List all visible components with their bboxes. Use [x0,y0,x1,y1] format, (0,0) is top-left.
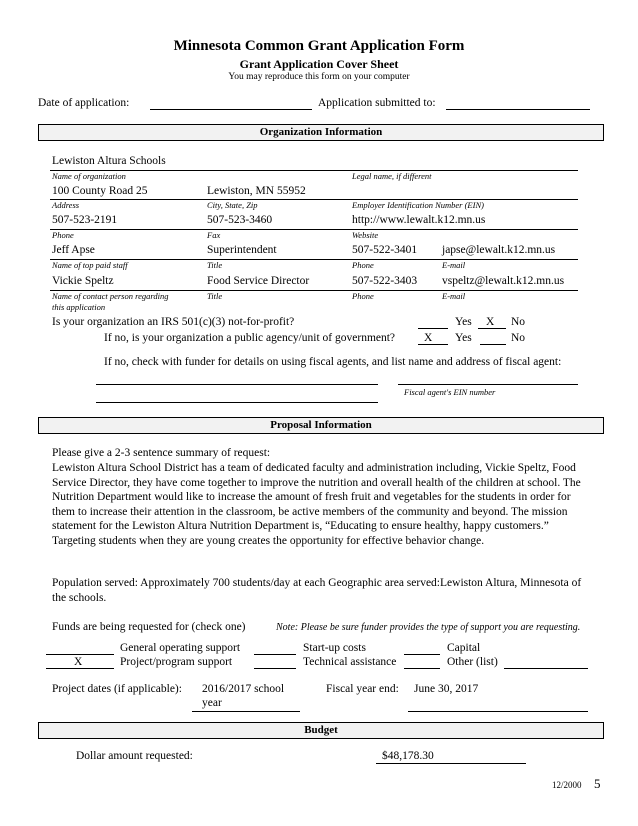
yes-label: Yes [455,332,472,344]
opt-other: Other (list) [447,656,498,668]
label-contact: Name of contact person regarding [52,291,169,301]
question-501c3: Is your organization an IRS 501(c)(3) not-for-profit? [52,316,295,328]
fiscal-year-label: Fiscal year end: [326,683,399,695]
amount-label: Dollar amount requested: [76,750,193,762]
fiscal-agent-instruction: If no, check with funder for details on using fiscal agents, and list name and address of fiscal agent: [104,356,562,368]
staff-name: Jeff Apse [52,244,95,256]
label-ein: Employer Identification Number (EIN) [352,200,484,210]
yes-blank[interactable] [418,344,448,345]
opt-capital: Capital [447,642,481,654]
project-blank[interactable] [46,668,114,669]
project-dates-field[interactable] [192,711,300,712]
proposal-section-header: Proposal Information [38,417,604,434]
yes-blank[interactable] [418,328,448,329]
form-code: 12/2000 [552,780,582,790]
label-phone: Phone [352,291,374,301]
submitted-field[interactable] [446,109,590,110]
contact-name: Vickie Speltz [52,275,114,287]
no-blank[interactable] [478,328,506,329]
opt-startup: Start-up costs [303,642,366,654]
org-city: Lewiston, MN 55952 [207,185,306,197]
divider [50,259,578,260]
divider [50,229,578,230]
summary-text: Lewiston Altura School District has a team of dedicated faculty and administration including, Vickie Speltz, Food Service Director, they have come together to improve the nutrition and overall health of the children at school. The Nutrition Department would like to increase the amount of fresh fruit and vegetables for the students in order for them to increase their attention in the classroom, be active members of the community and beyond. The mission statement for the Lewiston Altura Nutrition Department is, “Educating to ensure healthy, happy customers.” Targeting students when they are young creates the opportunity for effective behavior change. [52,462,581,547]
budget-section-header: Budget [38,722,604,739]
label-org-name: Name of organization [52,171,126,181]
label-phone: Phone [352,260,374,270]
label-contact-2: this application [52,302,106,312]
label-email: E-mail [442,291,466,301]
page-number: 5 [594,776,601,791]
staff-email: japse@lewalt.k12.mn.us [442,244,556,256]
form-title: Minnesota Common Grant Application Form [173,38,465,54]
divider [50,199,578,200]
label-fiscal-ein: Fiscal agent's EIN number [404,387,496,397]
label-city: City, State, Zip [207,200,258,210]
fiscal-agent-line-1[interactable] [96,384,378,385]
opt-general: General operating support [120,642,241,654]
label-staff: Name of top paid staff [52,260,128,270]
no-blank[interactable] [480,344,506,345]
form-note: You may reproduce this form on your computer [228,72,410,82]
divider [50,170,578,171]
label-phone: Phone [52,230,74,240]
staff-phone: 507-522-3401 [352,244,418,256]
contact-title: Food Service Director [207,275,310,287]
question-government: If no, is your organization a public agency/unit of government? [104,332,396,344]
project-dates-value-2: year [202,697,222,709]
amount-value: $48,178.30 [382,750,434,762]
other-list-field[interactable] [504,668,588,669]
contact-phone: 507-522-3403 [352,275,418,287]
yes-mark: X [424,332,433,344]
other-blank[interactable] [404,668,440,669]
label-fax: Fax [207,230,221,240]
population-text: Population served: Approximately 700 students/day at each Geographic area served:Lewiston Altura, Minnesota of the schools. [52,577,582,604]
fiscal-year-value: June 30, 2017 [414,683,479,695]
fiscal-year-field[interactable] [408,711,588,712]
form-subtitle: Grant Application Cover Sheet [239,57,399,71]
amount-field[interactable] [376,763,526,764]
no-label: No [511,316,526,328]
project-dates-value: 2016/2017 school [202,683,285,695]
label-website: Website [352,230,379,240]
opt-project: Project/program support [120,656,233,668]
staff-title: Superintendent [207,244,277,256]
label-title: Title [207,260,223,270]
opt-tech: Technical assistance [303,656,397,668]
no-mark: X [486,316,495,328]
label-legal-name: Legal name, if different [352,171,432,181]
org-phone: 507-523-2191 [52,214,118,226]
label-title: Title [207,291,223,301]
startup-blank[interactable] [254,654,296,655]
fiscal-ein-field[interactable] [398,384,578,385]
org-address: 100 County Road 25 [52,185,148,197]
tech-blank[interactable] [254,668,296,669]
org-section-header: Organization Information [38,124,604,141]
fiscal-agent-line-2[interactable] [96,402,378,403]
capital-blank[interactable] [404,654,440,655]
funds-note: Note: Please be sure funder provides the type of support you are requesting. [276,622,581,633]
org-name: Lewiston Altura Schools [52,155,166,167]
org-fax: 507-523-3460 [207,214,273,226]
project-mark: X [74,656,83,668]
general-blank[interactable] [46,654,114,655]
funds-label: Funds are being requested for (check one) [52,621,246,633]
yes-label: Yes [455,316,472,328]
no-label: No [511,332,526,344]
contact-email: vspeltz@lewalt.k12.mn.us [442,275,565,287]
submitted-label: Application submitted to: [318,97,436,109]
label-address: Address [52,200,80,210]
label-email: E-mail [442,260,466,270]
project-dates-label: Project dates (if applicable): [52,683,182,695]
date-label: Date of application: [38,97,130,109]
date-field[interactable] [150,109,312,110]
summary-prompt: Please give a 2-3 sentence summary of request: [52,447,271,459]
org-website: http://www.lewalt.k12.mn.us [352,214,486,226]
